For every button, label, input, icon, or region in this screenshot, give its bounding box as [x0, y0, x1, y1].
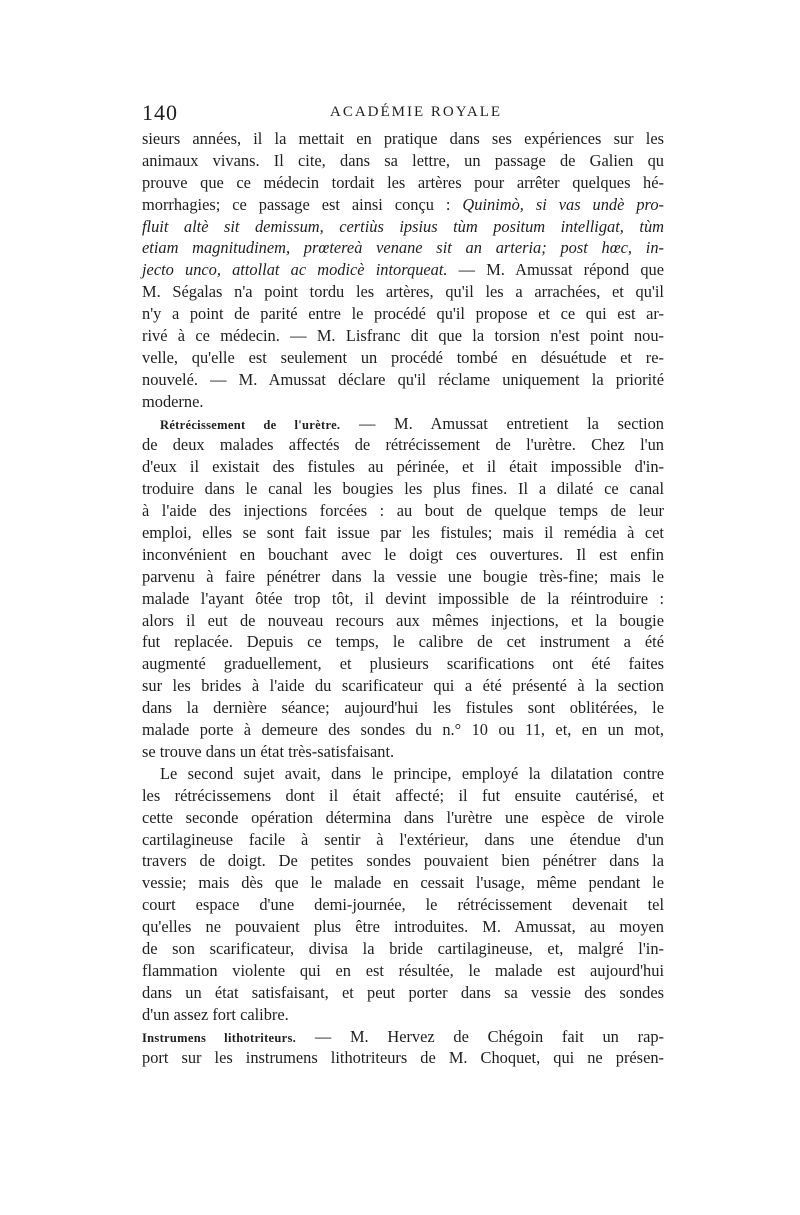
text-line: augmenté graduellement, et plusieurs scarifications ont été faites: [142, 654, 664, 674]
text-line: animaux vivans. Il cite, dans sa lettre, un passage de Galien qu: [142, 150, 664, 170]
text-line: troduire dans le canal les bougies les plus fines. Il a dilaté ce canal: [142, 479, 664, 499]
text-line: fut replacée. Depuis ce temps, le calibre de cet instrument a été: [142, 632, 664, 652]
running-title: ACADÉMIE ROYALE: [330, 104, 503, 120]
text-line: rivé à ce médecin. — M. Lisfranc dit que la torsion n'est point nou-: [142, 326, 664, 346]
body-text: [142, 128, 664, 1069]
text-line: dans la dernière séance; aujourd'hui les fistules sont oblitérées, le: [142, 698, 664, 718]
text-line: qu'elles ne pouvaient plus être introduites. M. Amussat, au moyen: [142, 917, 664, 937]
text-line: nouvelé. — M. Amussat déclare qu'il réclame uniquement la priorité: [142, 369, 664, 389]
text-line: sur les brides à l'aide du scarificateur qui a été présenté à la section: [142, 676, 664, 696]
text-line: emploi, elles se sont fait issue par les fistules; mais il remédia à cet: [142, 523, 664, 543]
text-line: de son scarificateur, divisa la bride cartilagineuse, et, malgré l'in-: [142, 938, 664, 958]
text-line: n'y a point de parité entre le procédé qu'il propose et ce qui est ar-: [142, 304, 664, 324]
text-line: les rétrécissemens dont il était affecté; il fut ensuite cautérisé, et: [142, 785, 664, 805]
latin-quotation: jecto unco, attollat ac modicè intorqueat.: [142, 260, 448, 280]
text-line: travers de doigt. De petites sondes pouvaient bien pénétrer dans la: [142, 851, 664, 871]
section-heading: Rétrécissement de l'urètre.: [160, 417, 341, 432]
text-line: prouve que ce médecin tordait les artères pour arrêter quelques hé-: [142, 172, 664, 192]
text-line: moderne.: [142, 391, 204, 411]
text-line: vessie; mais dès que le malade en cessait l'usage, même pendant le: [142, 873, 664, 893]
text-line: se trouve dans un état très-satisfaisant.: [142, 741, 395, 761]
text-segment: morrhagies; ce passage est ainsi conçu :: [142, 194, 463, 214]
latin-quotation: etiam magnitudinem, prœtereà venane sit an arteria; post hœc, in-: [142, 238, 664, 258]
text-line: sieurs années, il la mettait en pratique dans ses expériences sur les: [142, 129, 664, 148]
text-segment: — M. Amussat répond que: [447, 260, 664, 280]
text-line: M. Ségalas n'a point tordu les artères, qu'il les a arrachées, et qu'il: [142, 282, 664, 302]
text-line: alors il eut de nouveau recours aux mêmes injections, et la bougie: [142, 610, 664, 630]
text-line: d'eux il existait des fistules au périnée, et il était impossible d'in-: [142, 457, 664, 477]
text-line: malade l'ayant ôtée trop tôt, il devint impossible de la réintroduire :: [142, 588, 664, 608]
text-line: Le second sujet avait, dans le principe, employé la dilatation contre: [160, 763, 664, 783]
text-line: parvenu à faire pénétrer dans la vessie une bougie très-fine; mais le: [142, 566, 664, 586]
page-number: 140: [142, 100, 178, 125]
text-segment: — M. Amussat entretient la section: [340, 413, 664, 433]
text-line: [142, 259, 664, 281]
text-line: flammation violente qui en est résultée, le malade est aujourd'hui: [142, 960, 664, 980]
text-line: cartilagineuse facile à sentir à l'extérieur, dans une étendue d'un: [142, 829, 664, 849]
section-heading-line: [142, 413, 664, 435]
text-segment: — M. Hervez de Chégoin fait un rap-: [296, 1026, 664, 1046]
text-line: malade porte à demeure des sondes du n.° 10 ou 11, et, en un mot,: [142, 720, 664, 740]
text-line: à l'aide des injections forcées : au bout de quelque temps de leur: [142, 501, 664, 521]
text-line: [142, 194, 664, 216]
text-line: dans un état satisfaisant, et peut porter dans sa vessie des sondes: [142, 982, 664, 1002]
text-line: de deux malades affectés de rétrécissement de l'urètre. Chez l'un: [142, 435, 664, 455]
section-heading-line: [142, 1026, 664, 1048]
running-head: [142, 100, 662, 126]
latin-quotation: Quinimò, si vas undè pro-: [462, 194, 664, 214]
section-heading: Instrumens lithotriteurs.: [142, 1030, 297, 1045]
latin-quotation: fluit altè sit demissum, certiùs ipsius tùm positum intelligat, tùm: [142, 216, 664, 236]
text-line: inconvénient en bouchant avec le doigt ces ouvertures. Il est enfin: [142, 544, 664, 564]
text-line: cette seconde opération détermina dans l'urètre une espèce de virole: [142, 807, 664, 827]
text-line: d'un assez fort calibre.: [142, 1004, 289, 1024]
text-line: velle, qu'elle est seulement un procédé tombé en désuétude et re-: [142, 347, 664, 367]
text-line: port sur les instrumens lithotriteurs de M. Choquet, qui ne présen-: [142, 1048, 664, 1068]
text-line: court espace d'une demi-journée, le rétrécissement devenait tel: [142, 895, 664, 915]
